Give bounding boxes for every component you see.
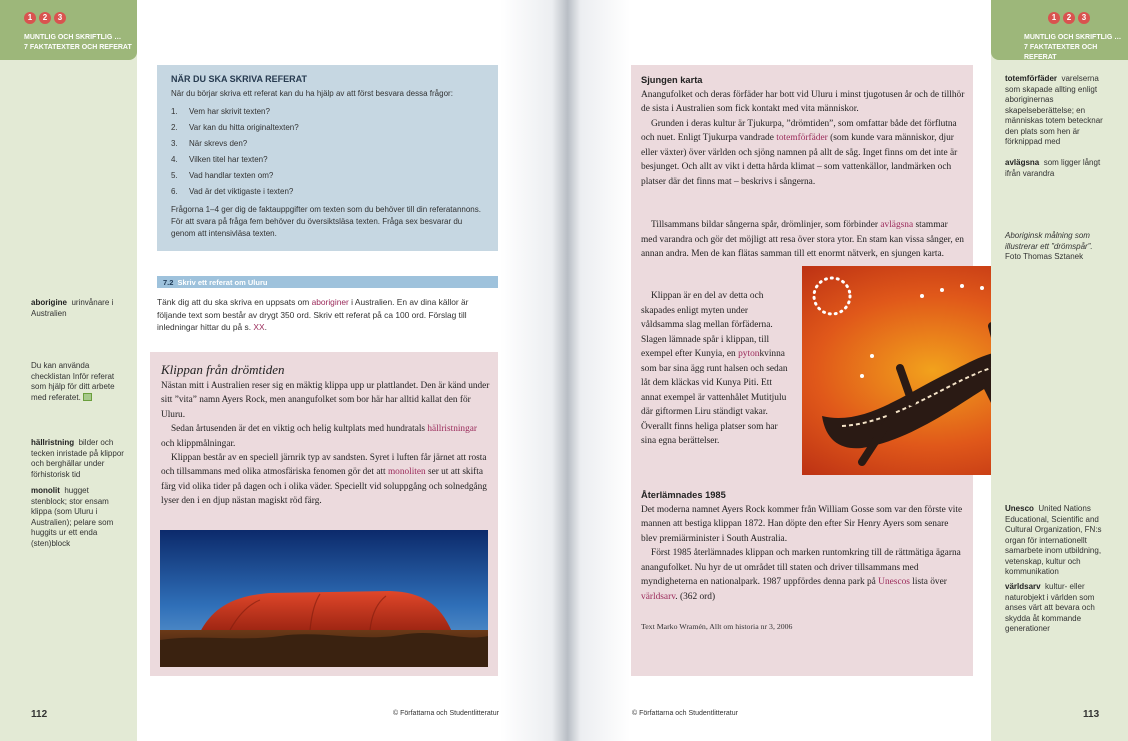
paragraph-text: Klippan är en del av detta och skapades enligt myten under våldsamma slag mellan förfäderna. Slagen lämnade spår i klippan, till exempel efter Kunyia, en bbox=[641, 291, 773, 359]
left-chapter-header bbox=[0, 0, 137, 60]
uluru-photo bbox=[160, 530, 488, 667]
chapter-heading-line1: MUNTLIG OCH SKRIFTLIG … bbox=[1024, 34, 1122, 41]
question-number: 6. bbox=[171, 187, 178, 196]
glossary-link-avlagsna[interactable]: avlägsna bbox=[880, 220, 914, 230]
gloss-unesco bbox=[1005, 504, 1105, 578]
right-text-bottom bbox=[641, 488, 966, 604]
gloss-term: aborigine bbox=[31, 298, 68, 307]
footer-right: © Författarna och Studentlitteratur bbox=[632, 710, 738, 717]
gloss-totemforfader bbox=[1005, 74, 1105, 148]
story-paragraph: Anangufolket och deras förfäder har bott vid Uluru i minst tjugotusen år och de tillhör de sista i Australien som fick kontakt med vita människor. bbox=[641, 89, 965, 114]
story-paragraph bbox=[161, 422, 491, 451]
right-text-narrow bbox=[641, 289, 793, 449]
question-text: Vem har skrivit texten? bbox=[189, 107, 270, 116]
instruction-text: Tänk dig att du ska skriva en uppsats om bbox=[157, 297, 312, 307]
gloss-term: totemförfäder bbox=[1005, 74, 1058, 83]
reference-icon[interactable] bbox=[83, 393, 92, 401]
question-text: Var kan du hitta originaltexten? bbox=[189, 123, 299, 132]
story-paragraph bbox=[641, 218, 966, 262]
story-box bbox=[150, 352, 498, 676]
chapter-heading-line2: 7 FAKTATEXTER OCH REFERAT bbox=[1024, 44, 1098, 61]
caption-text: Aboriginsk målning som illustrerar ett ”drömspår”. bbox=[1005, 231, 1093, 251]
note-text: Du kan använda checklistan Inför referat som hjälp för ditt arbete med referatet. bbox=[31, 361, 115, 402]
exercise-header bbox=[157, 276, 498, 288]
exercise-instructions bbox=[157, 296, 487, 334]
paragraph-text: Sedan årtusenden är det en viktig och helig kultplats med hundratals bbox=[171, 424, 428, 435]
gloss-monolit bbox=[31, 486, 126, 549]
footer-left: © Författarna och Studentlitteratur bbox=[393, 710, 499, 717]
story-paragraph: Nästan mitt i Australien reser sig en mäktig klippa upp ur plattlandet. Den är känd under sitt ”vita” namn Ayers Rock, men anangufolket som bor här har alltid kallat den för Uluru. bbox=[161, 381, 490, 420]
page-number-left: 112 bbox=[31, 709, 48, 720]
glossary-link-monoliten[interactable]: monoliten bbox=[387, 467, 426, 478]
glossary-link-unescos[interactable]: Unescos bbox=[878, 577, 910, 587]
question-number: 5. bbox=[171, 171, 178, 180]
exercise-title: Skriv ett referat om Uluru bbox=[177, 277, 268, 287]
chapter-heading-line2: 7 FAKTATEXTER OCH REFERAT bbox=[24, 44, 132, 51]
dot-1: 1 bbox=[1048, 12, 1060, 24]
exercise-number: 7.2 bbox=[163, 277, 174, 287]
page-number-right: 113 bbox=[1083, 709, 1100, 720]
box-outro: Frågorna 1–4 ger dig de faktauppgifter om texten som du behöver till din referatannons. För att svara på fråga fem behöver du översiktsläsa texten. Fråga sex besvarar du genom att intensivläsa texten. bbox=[171, 205, 481, 238]
paragraph-text: Först 1985 återlämnades klippan och marken runtomkring till de rättmätiga ägarna anangufolket. Nu hyr de ut området till staten och driver tillsammans med myndigheterna en nationalpark. 1987 uppfördes denna park på bbox=[641, 548, 961, 587]
chapter-heading bbox=[24, 33, 132, 53]
gloss-definition: som ligger långt ifrån varandra bbox=[1005, 158, 1101, 178]
question-item bbox=[171, 136, 484, 152]
paragraph-text: lista över bbox=[909, 577, 947, 587]
gloss-definition: urinvånare i Australien bbox=[31, 298, 114, 318]
gloss-term: hällristning bbox=[31, 438, 75, 447]
chapter-heading bbox=[1024, 33, 1128, 63]
photo-credit: Foto Thomas Sztanek bbox=[1005, 252, 1084, 261]
question-number: 2. bbox=[171, 123, 178, 132]
question-text: När skrevs den? bbox=[189, 139, 248, 148]
story-title: Klippan från drömtiden bbox=[161, 362, 285, 377]
box-intro: När du börjar skriva ett referat kan du ha hjälp av att först besvara dessa frågor: bbox=[171, 89, 453, 98]
right-margin-column bbox=[991, 0, 1128, 741]
gloss-aborigine bbox=[31, 298, 126, 319]
image-caption bbox=[1005, 231, 1105, 263]
paragraph-text: Klippan består av en speciell järnrik typ av sandsten. Syret i luften får järnet att rosta och tillsammans med olika atmosfäriska fenomen gör det att bbox=[161, 453, 487, 478]
referat-tips-box bbox=[157, 65, 498, 251]
right-chapter-header bbox=[991, 0, 1128, 60]
question-item bbox=[171, 120, 484, 136]
dot-2: 2 bbox=[39, 12, 51, 24]
gloss-definition: United Nations Educational, Scientific and Cultural Organization, FN:s organ för internationellt samarbete inom utbildning, vetenskap, kultur och kommunikation bbox=[1005, 504, 1102, 576]
box-title: NÄR DU SKA SKRIVA REFERAT bbox=[171, 74, 308, 84]
story-paragraph bbox=[641, 289, 793, 449]
dot-3: 3 bbox=[54, 12, 66, 24]
question-item bbox=[171, 168, 484, 184]
question-text: Vad är det viktigaste i texten? bbox=[189, 187, 294, 196]
section-heading: Sjungen karta bbox=[641, 75, 703, 85]
page-reference-link[interactable]: XX bbox=[253, 322, 265, 332]
paragraph-text: (som kunde vara människor, djur eller växter) över världen och sjöng namnen på allt de såg. Inget finns om det inte är besjunget. Och allt av vikt i detta hårda klimat – som vattenkällor, landmärken och platser där det finns mat – beskrivs i sångerna. bbox=[641, 133, 958, 187]
dot-1: 1 bbox=[24, 12, 36, 24]
paragraph-text: . (362 ord) bbox=[675, 591, 716, 602]
gloss-definition: varelserna som skapade allting enligt aboriginernas skapelseberättelse; en människas totem betecknar den plats som hen är förknippad med bbox=[1005, 74, 1103, 146]
chapter-dots bbox=[24, 12, 66, 24]
paragraph-text: kvinna som bar sina ägg runt halsen och sedan låt dem kläckas vid Kunya Piti. Ett annat exempel är vattenhålet Mutitjulu där giftormen Liru ständigt vakar. Överallt finns heliga platser som har sina egna berättelser. bbox=[641, 349, 788, 446]
glossary-link-pyton[interactable]: pyton bbox=[738, 349, 760, 359]
uluru-illustration bbox=[160, 530, 488, 667]
gloss-definition: bilder och tecken inristade på klippor och berghällar under förhistorisk tid bbox=[31, 438, 124, 479]
gloss-term: monolit bbox=[31, 486, 60, 495]
glossary-link-totemforfader[interactable]: totemförfäder bbox=[776, 133, 828, 143]
chapter-dots bbox=[1048, 12, 1090, 24]
right-text-mid bbox=[641, 218, 966, 262]
chapter-heading-line1: MUNTLIG OCH SKRIFTLIG … bbox=[24, 34, 122, 41]
gloss-term: avlägsna bbox=[1005, 158, 1040, 167]
gloss-term: Unesco bbox=[1005, 504, 1034, 513]
gloss-definition: kultur- eller naturobjekt i världen som anses värt att bevara och skydda åt kommande generationer bbox=[1005, 582, 1095, 633]
source-credit: Text Marko Wramén, Allt om historia nr 3, 2006 bbox=[641, 622, 793, 631]
story-paragraph bbox=[641, 546, 966, 604]
paragraph-text: Tillsammans bildar sångerna spår, drömlinjer, som förbinder bbox=[651, 220, 881, 230]
paragraph-text: Grunden i deras kultur är Tjukurpa, ”drömtiden”, som omfattar både det förflutna och nuet. Enligt Tjukurpa vandrade bbox=[641, 118, 957, 143]
story-body bbox=[161, 379, 491, 509]
paragraph-text: stammar med varandra och gör det möjligt att resa över stora ytor. En stam kan vissa sånger, en annan andra. Men de kan flätas samman till ett enormt nätverk, en sjungen karta. bbox=[641, 220, 964, 259]
gloss-avlagsna bbox=[1005, 158, 1105, 179]
left-margin-column bbox=[0, 0, 137, 741]
story-paragraph bbox=[641, 117, 966, 190]
paragraph-text: och klippmålningar. bbox=[161, 438, 236, 449]
question-text: Vilken titel har texten? bbox=[189, 155, 268, 164]
glossary-link-hallristningar[interactable]: hällristningar bbox=[427, 424, 477, 435]
question-number: 4. bbox=[171, 155, 178, 164]
story-paragraph bbox=[161, 451, 491, 509]
question-number: 1. bbox=[171, 107, 178, 116]
right-text-top bbox=[641, 73, 966, 189]
glossary-link-aboriginer[interactable]: aboriginer bbox=[311, 297, 349, 307]
question-number: 3. bbox=[171, 139, 178, 148]
question-item bbox=[171, 104, 484, 120]
gloss-term: världsarv bbox=[1005, 582, 1041, 591]
question-text: Vad handlar texten om? bbox=[189, 171, 274, 180]
question-item bbox=[171, 152, 484, 168]
gloss-definition: hugget stenblock; stor ensam klippa (som Uluru i Australien); pelare som huggits ur ett enda (sten)block bbox=[31, 486, 114, 548]
question-list bbox=[171, 104, 484, 200]
book-gutter bbox=[500, 0, 630, 741]
question-item bbox=[171, 184, 484, 200]
glossary-link-varldsarv[interactable]: världsarv bbox=[641, 591, 676, 602]
dot-3: 3 bbox=[1078, 12, 1090, 24]
checklist-note bbox=[31, 361, 126, 403]
paragraph-text: ser ut att skifta färg vid olika tider på dagen och i olika väder. Speciellt vid soluppgång och solnedgång lyser den i en djup nästan magiskt röd färg. bbox=[161, 467, 487, 507]
story-paragraph: Det moderna namnet Ayers Rock kommer från William Gosse som var den förste vite mannen att bestiga klippan 1872. Han döpte den efter Sir Henry Ayers som senare blev premiärminister i South Australia. bbox=[641, 504, 963, 544]
gloss-hallristning bbox=[31, 438, 126, 480]
instruction-text: . bbox=[264, 322, 267, 332]
section-heading: Återlämnades 1985 bbox=[641, 490, 726, 500]
instruction-text: i Australien. En av dina källor är följande text som består av drygt 350 ord. Skriv ett referat på ca 100 ord. Förslag till inledningar hittar du på s. bbox=[157, 297, 469, 332]
gloss-varldsarv bbox=[1005, 582, 1105, 635]
dot-2: 2 bbox=[1063, 12, 1075, 24]
